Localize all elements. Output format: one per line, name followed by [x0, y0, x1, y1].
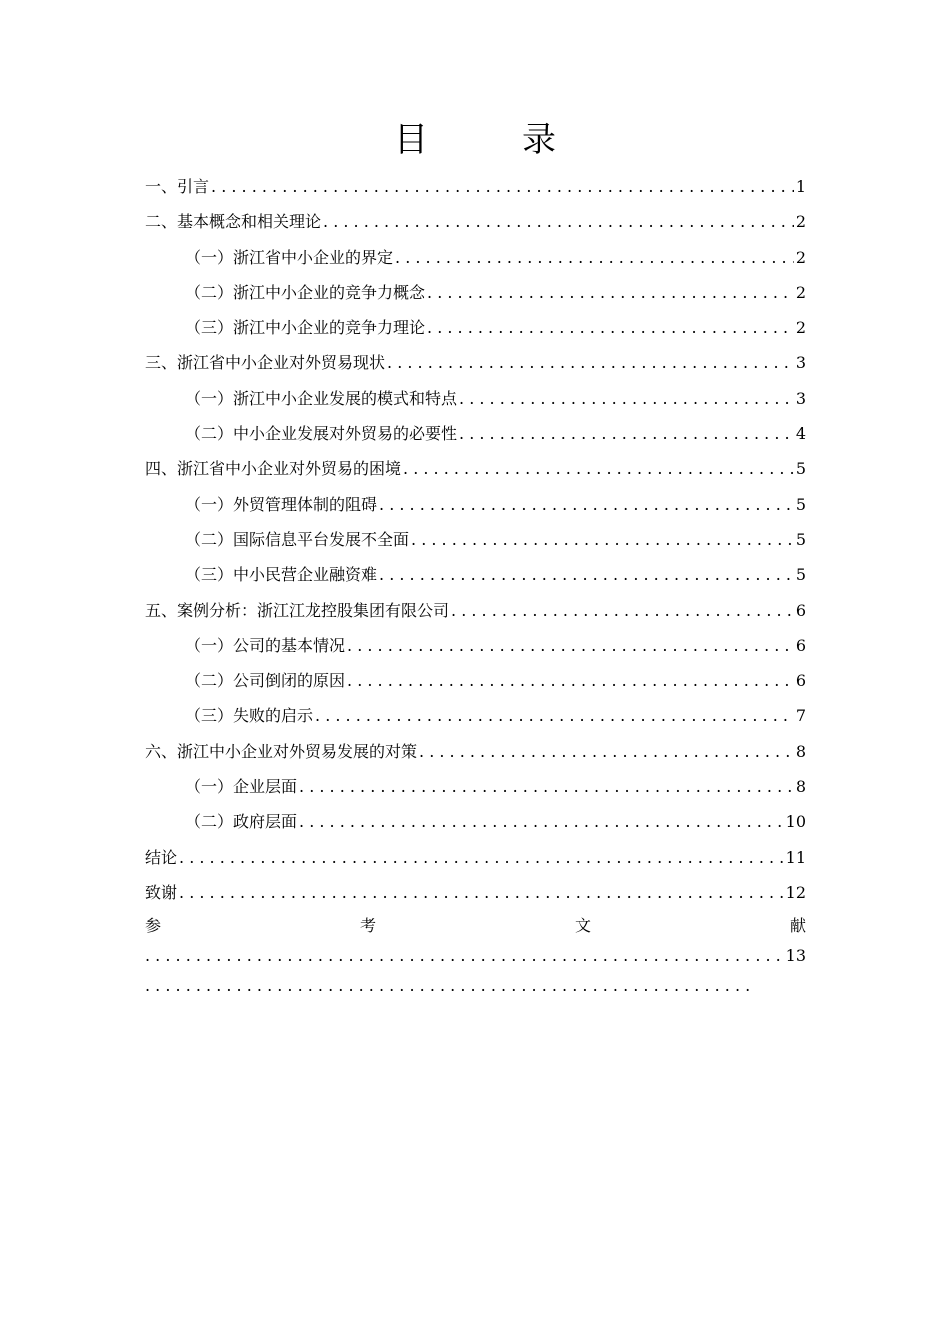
- toc-entry-label: 二、基本概念和相关理论: [145, 212, 322, 232]
- toc-entry[interactable]: [145, 204, 806, 239]
- toc-leader-dots: [177, 840, 784, 875]
- toc-leader-dots: [297, 804, 784, 839]
- toc-page-number: 3: [795, 353, 806, 373]
- toc-entry-label: （二）政府层面: [185, 812, 298, 832]
- toc-page-number: 13: [785, 946, 806, 965]
- toc-page-number: 4: [795, 424, 806, 444]
- page-title: 目 录: [394, 120, 586, 160]
- toc-subentry[interactable]: [145, 240, 806, 275]
- toc-leader-dots: [145, 941, 784, 1001]
- toc-entry[interactable]: [145, 734, 806, 769]
- toc-leader-dots: [321, 204, 794, 239]
- toc-leader-dots: [177, 875, 784, 910]
- toc-entry-label: （三）失败的启示: [185, 706, 314, 726]
- toc-entry-label: （一）浙江省中小企业的界定: [185, 247, 394, 267]
- toc-entry-label: （三）浙江中小企业的竞争力理论: [185, 318, 426, 338]
- toc-page-number: 5: [795, 459, 806, 479]
- toc-leader-dots: [377, 557, 794, 592]
- toc-subentry[interactable]: [145, 416, 806, 451]
- references-leader-line: [145, 941, 806, 971]
- references-char: 文: [574, 916, 591, 935]
- toc-entry-label: （二）国际信息平台发展不全面: [185, 529, 410, 549]
- toc-page-number: 10: [785, 812, 806, 832]
- toc-page-number: 2: [795, 247, 806, 267]
- toc-leader-dots: [297, 769, 794, 804]
- toc-page-number: 3: [795, 388, 806, 408]
- toc-leader-dots: [377, 487, 794, 522]
- toc-leader-dots: [209, 169, 794, 204]
- toc-page-number: 7: [795, 706, 806, 726]
- toc-page-number: 5: [795, 529, 806, 549]
- references-label: [145, 911, 806, 941]
- references-char: 献: [789, 916, 806, 935]
- toc-entry-label: （三）中小民营企业融资难: [185, 565, 378, 585]
- toc-page-number: 11: [785, 847, 806, 867]
- toc-leader-dots: [457, 416, 794, 451]
- toc-entry-label: 三、浙江省中小企业对外贸易现状: [145, 353, 386, 373]
- toc-page-number: 5: [795, 494, 806, 514]
- toc-entry-label: （一）外贸管理体制的阻碍: [185, 494, 378, 514]
- toc-entry[interactable]: [145, 593, 806, 628]
- toc-subentry[interactable]: [145, 522, 806, 557]
- toc-entry[interactable]: [145, 345, 806, 380]
- toc-subentry[interactable]: [145, 804, 806, 839]
- toc-subentry[interactable]: [145, 275, 806, 310]
- toc-page-number: 2: [795, 318, 806, 338]
- toc-entry-references[interactable]: [145, 911, 806, 971]
- toc-entry-label: （一）企业层面: [185, 777, 298, 797]
- toc-subentry[interactable]: [145, 628, 806, 663]
- toc-leader-dots: [393, 240, 794, 275]
- toc-entry-label: （二）浙江中小企业的竞争力概念: [185, 282, 426, 302]
- toc-subentry[interactable]: [145, 381, 806, 416]
- toc-leader-dots: [425, 310, 794, 345]
- toc-subentry[interactable]: [145, 487, 806, 522]
- toc-entry-label: 六、浙江中小企业对外贸易发展的对策: [145, 741, 418, 761]
- toc-page-number: 8: [795, 777, 806, 797]
- toc-leader-dots: [345, 663, 794, 698]
- toc-entry[interactable]: [145, 169, 806, 204]
- toc-leader-dots: [401, 451, 794, 486]
- toc-leader-dots: [425, 275, 794, 310]
- references-char: 考: [359, 916, 376, 935]
- toc-leader-dots: [457, 381, 794, 416]
- toc-entry-label: 一、引言: [145, 177, 210, 196]
- toc-leader-dots: [313, 698, 794, 733]
- toc-page-number: 12: [785, 882, 806, 902]
- toc-leader-dots: [345, 628, 794, 663]
- toc-entry-label: 结论: [145, 847, 178, 867]
- toc-page-number: 6: [795, 671, 806, 691]
- toc-entry-label: （一）浙江中小企业发展的模式和特点: [185, 388, 458, 408]
- toc-page-number: 1: [795, 177, 806, 196]
- toc-page-number: 6: [795, 635, 806, 655]
- toc-subentry[interactable]: [145, 698, 806, 733]
- toc-subentry[interactable]: [145, 557, 806, 592]
- toc-entry-label: （二）公司倒闭的原因: [185, 671, 346, 691]
- toc-page-number: 6: [795, 600, 806, 620]
- toc-leader-dots: [449, 593, 794, 628]
- toc-entry[interactable]: [145, 840, 806, 875]
- toc-page-number: 2: [795, 282, 806, 302]
- toc-subentry[interactable]: [145, 310, 806, 345]
- toc-entry-label: （二）中小企业发展对外贸易的必要性: [185, 424, 458, 444]
- toc-entry-label: 致谢: [145, 882, 178, 902]
- toc-page-number: 2: [795, 212, 806, 232]
- toc-subentry[interactable]: [145, 769, 806, 804]
- toc-leader-dots: [409, 522, 794, 557]
- toc-entry-label: 五、案例分析：浙江江龙控股集团有限公司: [145, 600, 450, 620]
- toc-page-number: 5: [795, 565, 806, 585]
- toc-subentry[interactable]: [145, 663, 806, 698]
- table-of-contents: [145, 169, 806, 910]
- toc-entry-label: 四、浙江省中小企业对外贸易的困境: [145, 459, 402, 479]
- toc-entry[interactable]: [145, 875, 806, 910]
- toc-page-number: 8: [795, 741, 806, 761]
- toc-leader-dots: [417, 734, 794, 769]
- toc-entry[interactable]: [145, 451, 806, 486]
- toc-leader-dots: [385, 345, 794, 380]
- toc-entry-label: （一）公司的基本情况: [185, 635, 346, 655]
- references-char: 参: [145, 916, 162, 935]
